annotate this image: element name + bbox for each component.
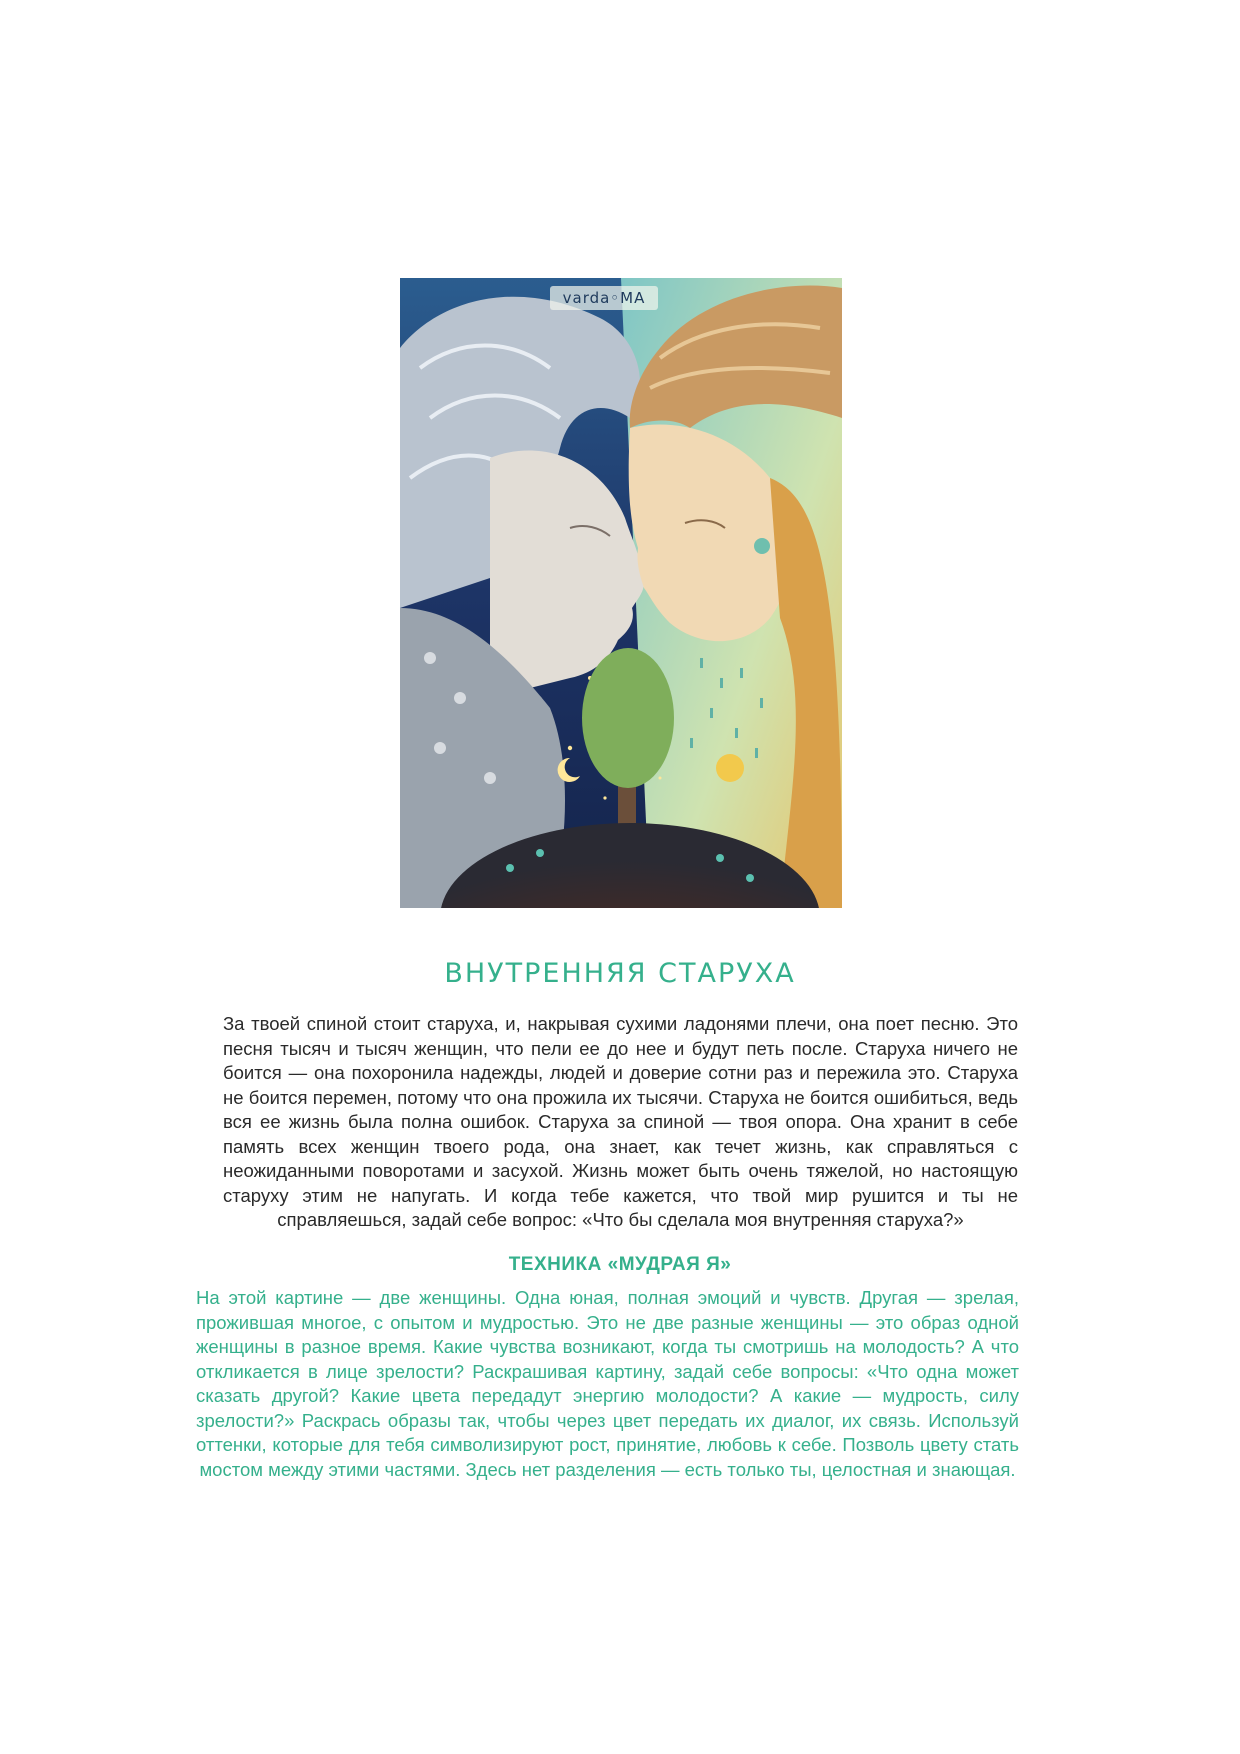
technique-paragraph: На этой картине — две женщины. Одна юная, полная эмоций и чувств. Другая — зрелая, прожившая многое, с опытом и мудростью. Это не две разные женщины — это образ одной женщины в разное время. Какие чувства возникают, когда ты смотришь на молодость? А что откликается в лице зрелости? Раскрашивая картину, задай себе вопросы: «Что одна может сказать другой? Какие цвета передадут энергию молодости? А какие — мудрость, силу зрелости?» Раскрась образы так, чтобы через цвет передать их диалог, их связь. Используй оттенки, которые для тебя символизируют рост, принятие, любовь к себе. Позволь цвету стать мостом между этими частями. Здесь нет разделения — есть только ты, целостная и знающая. [196,1287,1019,1480]
body-paragraph: За твоей спиной стоит старуха, и, накрывая сухими ладонями плечи, она поет песню. Это песня тысяч и тысяч женщин, что пели ее до нее и будут петь после. Старуха ничего не боится — она похоронила надежды, людей и доверие сотни раз и пережила это. Старуха не боится перемен, потому что она прожила их тысячи. Старуха не боится ошибиться, ведь вся ее жизнь была полна ошибок. Старуха за спиной — твоя опора. Она хранит в себе память всех женщин твоего рода, она знает, как течет жизнь, как справляться с неожиданными поворотами и засухой. Жизнь может быть очень тяжелой, но настоящую старуху этим не напугать. И когда тебе кажется, что твой мир рушится и ты не справляешься, задай себе вопрос: «Что бы сделала моя внутренняя старуха?» [223,1013,1018,1230]
artwork-image [400,278,842,908]
technique-title: ТЕХНИКА «МУДРАЯ Я» [508,1254,732,1275]
page-title: ВНУТРЕННЯЯ СТАРУХА [444,958,796,989]
artwork-illustration [400,278,842,908]
artist-signature: varda◦MA [550,286,658,310]
